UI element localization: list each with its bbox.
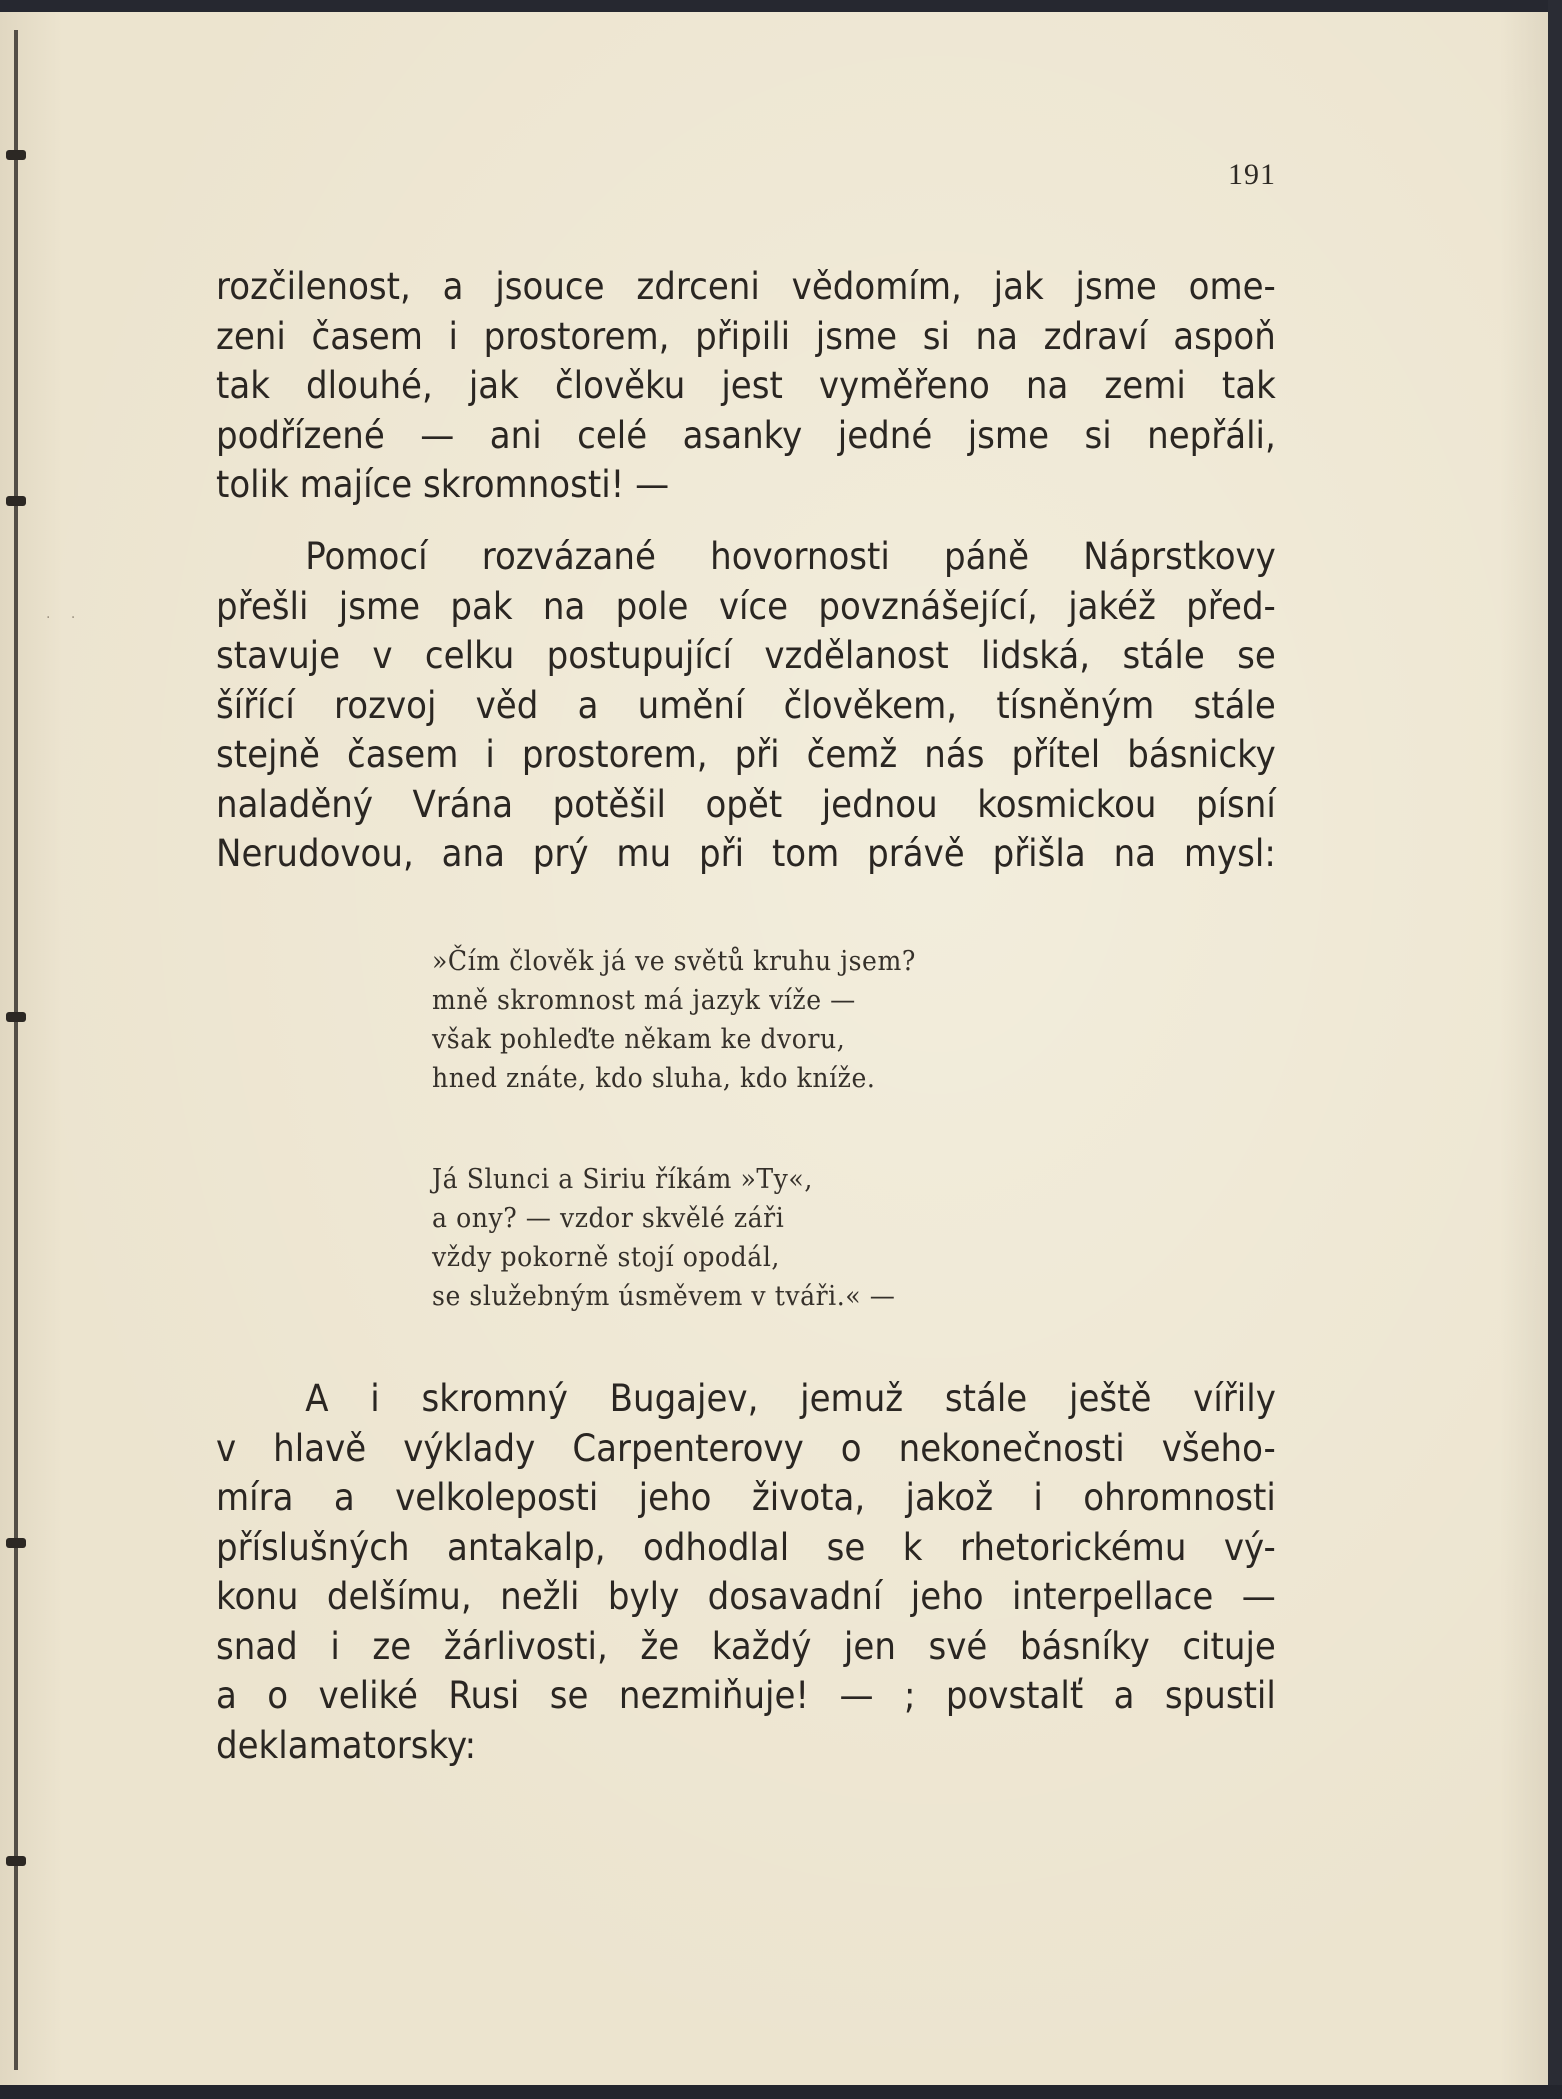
text-line: šířící rozvoj věd a umění člověkem, tísněným stále [216, 683, 1276, 727]
scan-border-top [0, 0, 1562, 12]
binding-stitch [6, 1012, 26, 1022]
text-line: naladěný Vrána potěšil opět jednou kosmickou písní [216, 782, 1276, 826]
poem-verse: se služebným úsměvem v tváři.« — [432, 1281, 896, 1312]
poem-stanza [432, 942, 916, 1098]
poem-verse: vždy pokorně stojí opodál, [432, 1242, 780, 1273]
text-line: tak dlouhé, jak člověku jest vyměřeno na zemi tak [216, 364, 1276, 407]
text-line: příslušných antakalp, odhodlal se k rhetorickému vý- [216, 1525, 1276, 1569]
scan-border-bottom [0, 2085, 1562, 2099]
text-line: přešli jsme pak na pole více povznášející, jakéž před- [216, 584, 1276, 628]
poem-stanza [432, 1160, 895, 1316]
poem-verse: Já Slunci a Siriu říkám »Ty«, [432, 1164, 813, 1195]
binding-edge [14, 30, 18, 2070]
text-line: Pomocí rozvázané hovornosti páně Náprstkovy [305, 535, 1276, 578]
text-line: Nerudovou, ana prý mu při tom právě přišla na mysl: [216, 832, 1276, 875]
text-line: podřízené — ani celé asanky jedné jsme si nepřáli, [216, 413, 1276, 457]
binding-stitch [6, 496, 26, 506]
text-line: míra a velkoleposti jeho života, jakož i ohromnosti [216, 1476, 1276, 1519]
scan-border-right [1548, 0, 1562, 2099]
text-line: rozčilenost, a jsouce zdrceni vědomím, jak jsme ome- [216, 265, 1276, 308]
poem-verse: však pohleďte někam ke dvoru, [432, 1024, 846, 1055]
text-line: v hlavě výklady Carpenterovy o nekonečnosti všeho- [216, 1426, 1276, 1470]
text-line: zeni časem i prostorem, připili jsme si na zdraví aspoň [216, 314, 1276, 358]
paragraph [216, 262, 1276, 510]
paragraph [216, 532, 1276, 879]
poem-verse: mně skromnost má jazyk víže — [432, 985, 856, 1016]
binding-stitch [6, 1856, 26, 1866]
binding-stitch [6, 150, 26, 160]
poem-verse: hned znáte, kdo sluha, kdo kníže. [432, 1063, 876, 1094]
text-line: tolik majíce skromnosti! — [216, 463, 670, 506]
text-line: A i skromný Bugajev, jemuž stále ještě vířily [305, 1377, 1276, 1420]
page-number: 191 [1228, 158, 1276, 191]
margin-specks: · · [46, 610, 84, 626]
paragraph [216, 1374, 1276, 1770]
text-line: konu delšímu, nežli byly dosavadní jeho interpellace — [216, 1575, 1276, 1618]
poem-verse: »Čím člověk já ve světů kruhu jsem? [432, 946, 916, 977]
poem-verse: a ony? — vzdor skvělé záři [432, 1203, 785, 1234]
text-line: stejně časem i prostorem, při čemž nás přítel básnicky [216, 733, 1276, 776]
text-line: a o veliké Rusi se nezmiňuje! — ; povstalť a spustil [216, 1674, 1276, 1717]
text-line: deklamatorsky: [216, 1723, 477, 1767]
text-line: snad i ze žárlivosti, že každý jen své básníky cituje [216, 1624, 1276, 1668]
text-line: stavuje v celku postupující vzdělanost lidská, stále se [216, 634, 1276, 677]
binding-stitch [6, 1538, 26, 1548]
